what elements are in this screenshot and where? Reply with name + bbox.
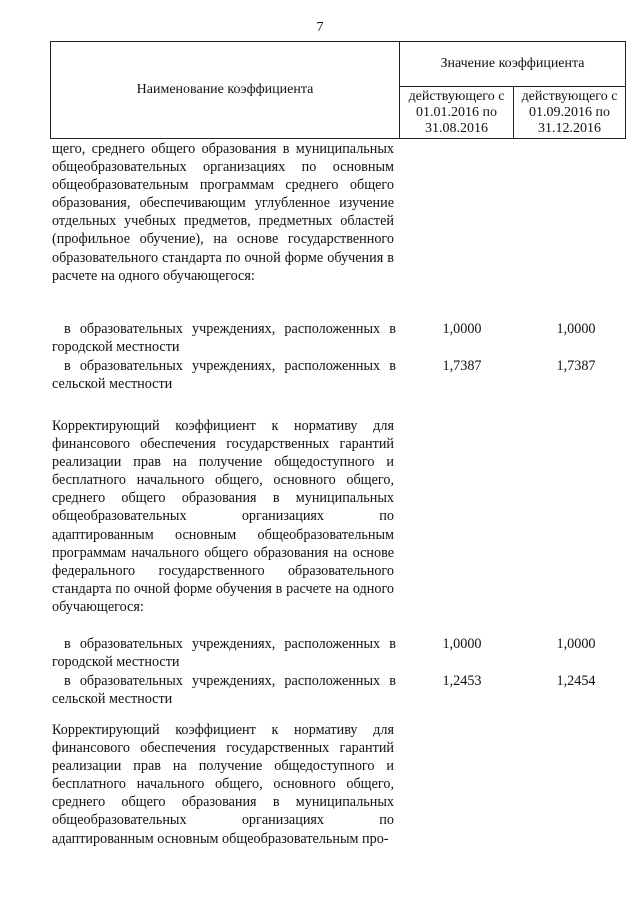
header-period-2: действующего с 01.09.2016 по 31.12.2016 [521,88,618,136]
coefficient-description: Корректирующий коэффициент к нормативу для финансового обеспечения государственных гарантий реализации прав на получение общедоступного и бесплатного начального общего, основного общего, среднего общего образования в муниципальных общеобразовательных организациях по адаптированным основным общеобразовательным про- [52,722,394,847]
table-row [52,635,626,673]
header-value-column: Значение коэффициента [440,56,585,71]
row-value-period-2: 1,0000 [556,321,596,337]
page-number: 7 [316,20,324,35]
coefficient-description: Корректирующий коэффициент к нормативу для финансового обеспечения государственных гарантий реализации прав на получение общедоступного и бесплатного начального общего, основного общего, среднего общего образования в муниципальных общеобразовательных организациях по адаптированным основным общеобразовательным программам начального общего образования на основе федерального государственного образовательного стандарта по очной форме обучения в расчете на одного обучающегося: [52,418,394,615]
coefficient-description: щего, среднего общего образования в муниципальных общеобразовательных организациях по основным общеобразовательным программам среднего общего образования, обеспечивающим углубленное изучение отдельных учебных предметов, предметных областей (профильное обучение), на основе государственного образовательного стандарта по очной форме обучения в расчете на одного обучающегося: [52,141,394,284]
header-name-column: Наименование коэффициента [136,82,314,97]
row-value-period-1: 1,7387 [442,358,482,374]
table-header [50,41,626,139]
table-row [52,320,626,358]
row-value-period-2: 1,7387 [556,358,596,374]
table-row [52,357,626,395]
row-label: в образовательных учреждениях, расположенных в городской местности [52,636,396,671]
row-value-period-2: 1,2454 [556,673,596,689]
row-value-period-1: 1,0000 [442,321,482,337]
row-value-period-1: 1,0000 [442,636,482,652]
header-period-1: действующего с 01.01.2016 по 31.08.2016 [408,88,505,136]
row-value-period-1: 1,2453 [442,673,482,689]
row-label: в образовательных учреждениях, расположенных в сельской местности [52,358,396,393]
row-value-period-2: 1,0000 [556,636,596,652]
table-row [52,672,626,710]
row-label: в образовательных учреждениях, расположенных в городской местности [52,321,396,356]
row-label: в образовательных учреждениях, расположенных в сельской местности [52,673,396,708]
